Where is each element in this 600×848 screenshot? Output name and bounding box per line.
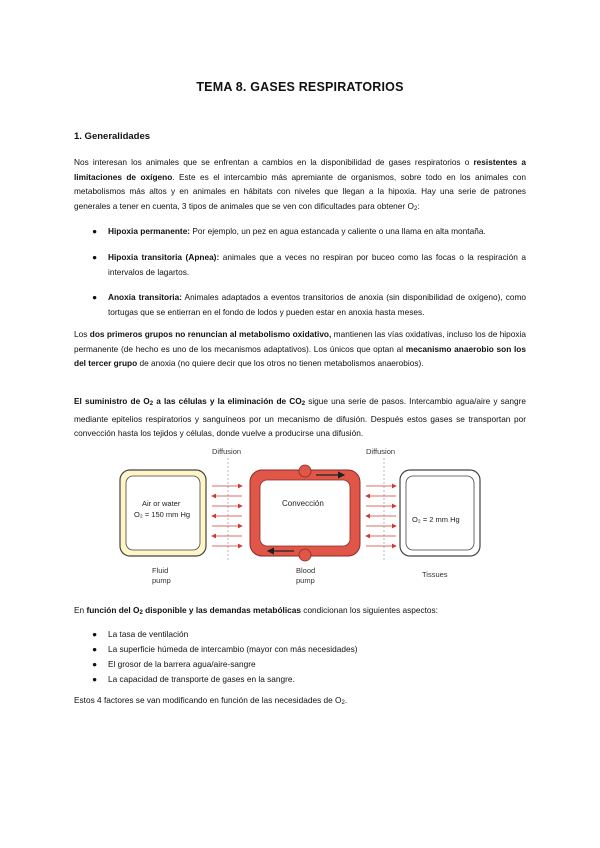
diffusion-arrows-right [366, 486, 396, 546]
page-title: TEMA 8. GASES RESPIRATORIOS [196, 80, 404, 94]
bullet-icon: ● [92, 226, 98, 236]
diffusion-label: Diffusion [212, 447, 242, 456]
bullet-icon: ● [92, 292, 98, 302]
tissue-o2-label: O₂ = 2 mm Hg [412, 515, 460, 524]
section-heading: 1. Generalidades [74, 131, 151, 142]
list-item: ● Anoxia transitoria: Animales adaptados a eventos transitorios de anoxia (sin disponibilidad de oxígeno), como tortugas que se entierran en el fondo de lodos y pueden estar en anoxia hasta meses. [92, 292, 526, 317]
diffusion-arrows-left [212, 486, 242, 546]
list-item: ● La capacidad de transporte de gases en la sangre. [92, 672, 295, 687]
air-water-label: Air or water [142, 499, 181, 508]
paragraph-groups: Los dos primeros grupos no renuncian al metabolismo oxidativo, mantienen las vías oxidativas, incluso los de hipoxia permanente (de hecho es uno de los mecanismos adaptativos). Los únicos que optan al mecanismo anaerobio son los del tercer grupo de anoxia (no quiere decir que los otros no tienen metabolismos anaerobios). [74, 329, 526, 369]
paragraph-supply: El suministro de $O_2$ a las células y la eliminación de $CO_2$ sigue una serie de pasos. Intercambio agua/aire y sangre mediante epitelios respiratorios y sanguíneos por un mecanismo de difusión. Después estos gases se transportan por convección hasta los tejidos y células, donde vuelve a producirse una difusión. [74, 396, 526, 439]
valve-bottom [299, 549, 311, 561]
bullet-icon: ● [92, 629, 98, 639]
air-o2-label: O₂ = 150 mm Hg [134, 510, 191, 519]
bullet-icon: ● [92, 674, 98, 684]
list-item: ● La tasa de ventilación [92, 627, 188, 642]
fluid-pump-label: pump [152, 576, 171, 585]
bullet-icon: ● [92, 644, 98, 654]
fluid-pump-label: Fluid [152, 566, 169, 575]
blood-loop-inner [260, 480, 350, 546]
bullet-icon: ● [92, 659, 98, 669]
tissues-label: Tissues [422, 570, 448, 579]
diffusion-label: Diffusion [366, 447, 396, 456]
blood-pump-label: pump [296, 576, 315, 585]
blood-pump-label: Blood [296, 566, 316, 575]
valve-top [299, 465, 311, 477]
paragraph-factors-intro: En función del $O_2$ disponible y las demandas metabólicas condicionan los siguientes aspectos: [74, 605, 438, 616]
list-item: ● Hipoxia transitoria (Apnea): animales que a veces no respiran por buceo como las focas o la respiración a intervalos de lagartos. [92, 252, 526, 277]
bullet-icon: ● [92, 252, 98, 262]
closing-paragraph: Estos 4 factores se van modificando en función de las necesidades de $O_2$. [74, 695, 348, 706]
list-item: ● El grosor de la barrera agua/aire-sangre [92, 657, 256, 672]
list-item: ● Hipoxia permanente: Por ejemplo, un pez en agua estancada y caliente o una llama en alta montaña. [92, 224, 526, 239]
convection-label: Convección [282, 499, 324, 508]
gas-transport-diagram [116, 444, 484, 592]
intro-paragraph: Nos interesan los animales que se enfrentan a cambios en la disponibilidad de gases respiratorios o resistentes a limitaciones de oxígeno. Este es el intercambio más apremiante de organismos, sobre todo en los animales con metabolismos más altos y en animales en hábitats con niveles que llegan a la hipoxia. Hay una serie de patrones generales a tener en cuenta, 3 tipos de animales que se ven con dificultades para obtener $O_2$: [74, 157, 527, 212]
list-item: ● La superficie húmeda de intercambio (mayor con más necesidades) [92, 642, 358, 657]
tissues-inner [406, 476, 474, 550]
